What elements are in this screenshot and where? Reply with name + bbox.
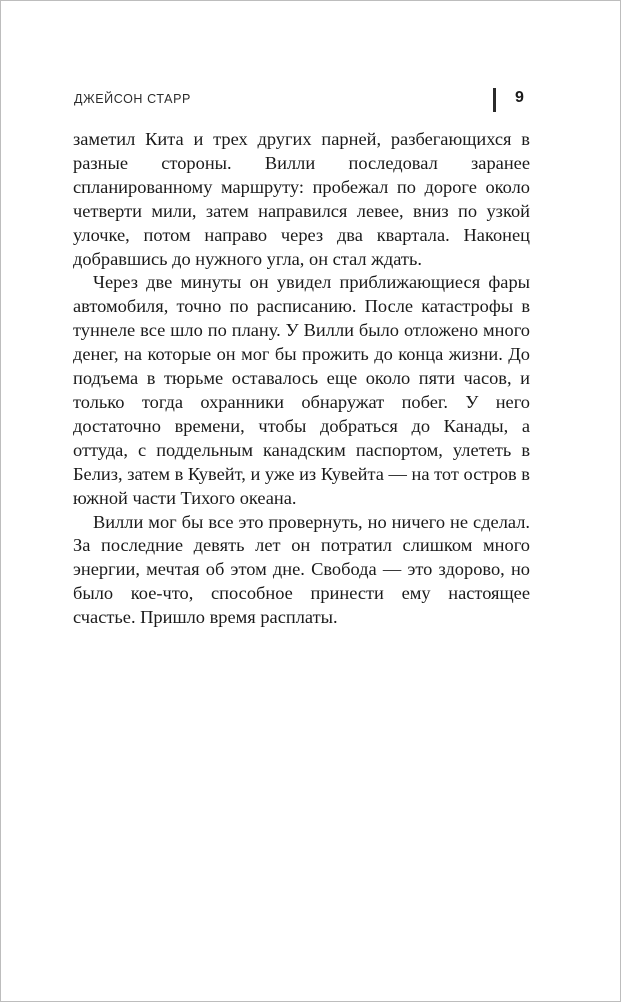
running-title: ДЖЕЙСОН СТАРР [74,92,191,106]
page-number: 9 [515,89,524,106]
paragraph-2: Через две минуты он увидел приближающиеся фары автомобиля, точно по расписанию. После катастрофы в туннеле все шло по плану. У Вилли было отложено много денег, на которые он мог бы прожить до конца жизни. До подъема в тюрьме оставалось еще около пяти часов, и только тогда охранники обнаружат побег. У него достаточно времени, чтобы добраться до Канады, а оттуда, с поддельным канадским паспортом, улететь в Белиз, затем в Кувейт, и уже из Кувейта — на тот остров в южной части Тихого океана. [73,272,530,508]
paragraph-3: Вилли мог бы все это провернуть, но ничего не сделал. За последние девять лет он потратил слишком много энергии, мечтая об этом дне. Свобода — это здорово, но было кое-что, способное принести ему настоящее счастье. Пришло время расплаты. [73,511,530,628]
header-divider [493,88,496,112]
body-text [73,128,530,630]
paragraph-1: заметил Кита и трех других парней, разбегающихся в разные стороны. Вилли последовал заранее спланированному маршруту: пробежал по дороге около четверти мили, затем направился левее, вниз по узкой улочке, потом направо через два квартала. Наконец добравшись до нужного угла, он стал ждать. [73,129,530,269]
